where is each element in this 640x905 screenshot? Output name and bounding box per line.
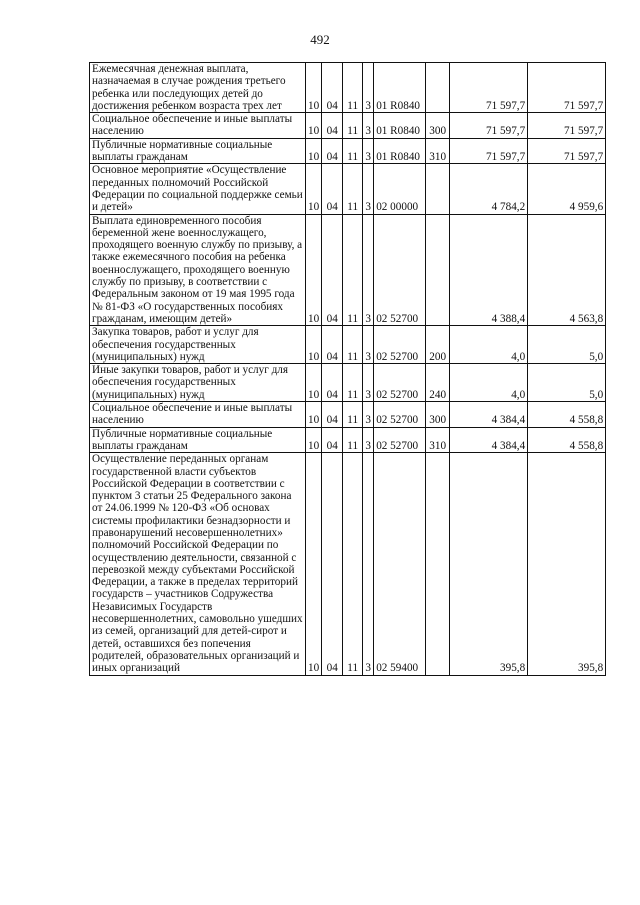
target-article-code: 01 R0840 — [374, 63, 426, 113]
subsection-code: 04 — [322, 326, 343, 364]
table-row — [90, 214, 606, 326]
amount-year-2: 4 563,8 — [528, 214, 606, 326]
target-article-code: 02 52700 — [374, 326, 426, 364]
amount-year-2: 4 558,8 — [528, 402, 606, 428]
section-code: 10 — [306, 453, 322, 675]
expense-name: Осуществление переданных органам государственной власти субъектов Российской Федерации в соответствии с пунктом 3 статьи 25 Федерального закона от 24.06.1999 № 120-ФЗ «Об основах системы профилактики безнадзорности и правонарушений несовершеннолетних» полномочий Российской Федерации по осуществлению деятельности, связанной с перевозкой между субъектами Российской Федерации, а также в пределах территорий государств – участников Содружества Независимых Государств несовершеннолетних, самовольно ушедших из семей, организаций для детей-сирот и детей, оставшихся без попечения родителей, образовательных организаций и иных организаций — [90, 453, 306, 675]
subsection-code: 04 — [322, 164, 343, 214]
expense-type-code — [426, 63, 450, 113]
section-code: 10 — [306, 63, 322, 113]
program-code: 11 — [343, 164, 363, 214]
page-number: 492 — [310, 32, 330, 47]
program-code: 11 — [343, 427, 363, 453]
expense-name: Социальное обеспечение и иные выплаты населению — [90, 113, 306, 139]
table-body — [90, 63, 606, 676]
subprogram-code: 3 — [363, 364, 374, 402]
section-code: 10 — [306, 138, 322, 164]
expense-type-code — [426, 214, 450, 326]
amount-year-2: 5,0 — [528, 326, 606, 364]
expense-type-code: 300 — [426, 402, 450, 428]
section-code: 10 — [306, 214, 322, 326]
expense-name: Ежемесячная денежная выплата, назначаемая в случае рождения третьего ребенка или последующих детей до достижения ребенком возраста трех лет — [90, 63, 306, 113]
amount-year-1: 4 388,4 — [450, 214, 528, 326]
amount-year-1: 4,0 — [450, 364, 528, 402]
target-article-code: 02 52700 — [374, 402, 426, 428]
table-row — [90, 402, 606, 428]
subprogram-code: 3 — [363, 402, 374, 428]
program-code: 11 — [343, 113, 363, 139]
subsection-code: 04 — [322, 138, 343, 164]
subsection-code: 04 — [322, 453, 343, 675]
program-code: 11 — [343, 138, 363, 164]
program-code: 11 — [343, 453, 363, 675]
program-code: 11 — [343, 402, 363, 428]
target-article-code: 01 R0840 — [374, 138, 426, 164]
expense-name: Социальное обеспечение и иные выплаты населению — [90, 402, 306, 428]
expense-name: Публичные нормативные социальные выплаты гражданам — [90, 138, 306, 164]
target-article-code: 02 52700 — [374, 214, 426, 326]
amount-year-1: 71 597,7 — [450, 63, 528, 113]
expense-type-code: 310 — [426, 427, 450, 453]
subsection-code: 04 — [322, 63, 343, 113]
expense-name: Иные закупки товаров, работ и услуг для обеспечения государственных (муниципальных) нужд — [90, 364, 306, 402]
amount-year-1: 395,8 — [450, 453, 528, 675]
amount-year-1: 4 384,4 — [450, 427, 528, 453]
subprogram-code: 3 — [363, 427, 374, 453]
subprogram-code: 3 — [363, 63, 374, 113]
program-code: 11 — [343, 326, 363, 364]
expense-type-code: 310 — [426, 138, 450, 164]
subsection-code: 04 — [322, 214, 343, 326]
budget-table — [89, 62, 606, 676]
amount-year-2: 4 959,6 — [528, 164, 606, 214]
table-row — [90, 427, 606, 453]
amount-year-1: 4,0 — [450, 326, 528, 364]
amount-year-2: 4 558,8 — [528, 427, 606, 453]
section-code: 10 — [306, 326, 322, 364]
amount-year-2: 5,0 — [528, 364, 606, 402]
table-row — [90, 453, 606, 675]
target-article-code: 02 52700 — [374, 364, 426, 402]
expense-type-code: 200 — [426, 326, 450, 364]
subprogram-code: 3 — [363, 113, 374, 139]
table-row — [90, 164, 606, 214]
amount-year-1: 71 597,7 — [450, 113, 528, 139]
amount-year-2: 71 597,7 — [528, 113, 606, 139]
program-code: 11 — [343, 364, 363, 402]
table-row — [90, 113, 606, 139]
subsection-code: 04 — [322, 427, 343, 453]
subsection-code: 04 — [322, 113, 343, 139]
section-code: 10 — [306, 164, 322, 214]
subprogram-code: 3 — [363, 214, 374, 326]
expense-name: Основное мероприятие «Осуществление переданных полномочий Российской Федерации по социальной поддержке семьи и детей» — [90, 164, 306, 214]
program-code: 11 — [343, 214, 363, 326]
amount-year-1: 71 597,7 — [450, 138, 528, 164]
target-article-code: 02 52700 — [374, 427, 426, 453]
target-article-code: 02 59400 — [374, 453, 426, 675]
expense-name: Закупка товаров, работ и услуг для обеспечения государственных (муниципальных) нужд — [90, 326, 306, 364]
table-row — [90, 364, 606, 402]
expense-type-code: 240 — [426, 364, 450, 402]
amount-year-1: 4 384,4 — [450, 402, 528, 428]
subsection-code: 04 — [322, 364, 343, 402]
program-code: 11 — [343, 63, 363, 113]
amount-year-1: 4 784,2 — [450, 164, 528, 214]
expense-type-code: 300 — [426, 113, 450, 139]
amount-year-2: 71 597,7 — [528, 63, 606, 113]
subprogram-code: 3 — [363, 164, 374, 214]
expense-type-code — [426, 453, 450, 675]
section-code: 10 — [306, 427, 322, 453]
section-code: 10 — [306, 364, 322, 402]
amount-year-2: 71 597,7 — [528, 138, 606, 164]
expense-name: Выплата единовременного пособия беременной жене военнослужащего, проходящего военную службу по призыву, а также ежемесячного пособия на ребенка военнослужащего, проходящего военную службу по призыву, в соответствии с Федеральным законом от 19 мая 1995 года № 81-ФЗ «О государственных пособиях гражданам, имеющим детей» — [90, 214, 306, 326]
subsection-code: 04 — [322, 402, 343, 428]
target-article-code: 01 R0840 — [374, 113, 426, 139]
section-code: 10 — [306, 402, 322, 428]
table-row — [90, 138, 606, 164]
target-article-code: 02 00000 — [374, 164, 426, 214]
section-code: 10 — [306, 113, 322, 139]
expense-type-code — [426, 164, 450, 214]
subprogram-code: 3 — [363, 138, 374, 164]
expense-name: Публичные нормативные социальные выплаты гражданам — [90, 427, 306, 453]
amount-year-2: 395,8 — [528, 453, 606, 675]
subprogram-code: 3 — [363, 326, 374, 364]
subprogram-code: 3 — [363, 453, 374, 675]
table-row — [90, 63, 606, 113]
table-row — [90, 326, 606, 364]
